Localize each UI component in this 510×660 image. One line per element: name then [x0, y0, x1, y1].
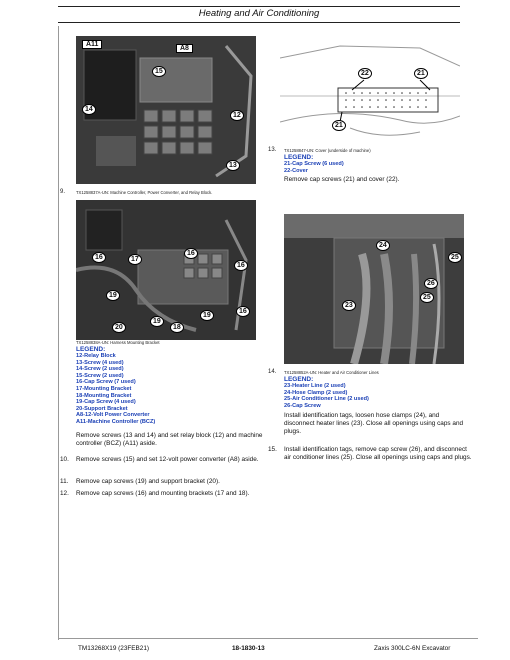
callout-24: 24: [376, 240, 390, 251]
legend-item: 17-Mounting Bracket: [76, 385, 132, 392]
callout-21-top: 21: [414, 68, 428, 79]
step-number-13: 13.: [268, 147, 277, 153]
legend-item: 14-Screw (2 used): [76, 366, 124, 373]
callout-26: 26: [424, 278, 438, 289]
harness-caption: TX1258838A-UN: Harness Mounting Bracket: [76, 340, 160, 345]
header-rule-top: [58, 6, 460, 7]
callout-19: 19: [150, 316, 164, 327]
legend-item: A8-12-Volt Power Converter: [76, 412, 150, 419]
footer-page-number: 18-1830-13: [232, 645, 265, 652]
step-number: 10.: [60, 456, 69, 463]
legend-item: 16-Cap Screw (7 used): [76, 379, 136, 386]
legend-item: 13-Screw (4 used): [76, 359, 124, 366]
legend-item: 21-Cap Screw (6 used): [284, 161, 344, 167]
step-number-9: 9.: [60, 189, 66, 195]
step-number-14: 14.: [268, 369, 277, 375]
footer-rule: [58, 638, 478, 639]
header-rule-bottom: [58, 22, 460, 23]
footer-model: Zaxis 300LC-6N Excavator: [374, 645, 451, 652]
callout-18: 18: [170, 322, 184, 333]
fig14-caption: TX1258852A-UN: Heater and Air Conditioner Lines: [284, 370, 379, 375]
fig13-instruction: Remove cap screws (21) and cover (22).: [284, 176, 400, 183]
fig14-legend: [284, 376, 369, 409]
callout-17: 17: [128, 254, 142, 265]
callout-25: 25: [448, 252, 462, 263]
legend-item: 23-Heater Line (2 used): [284, 383, 346, 389]
step-text: Remove cap screws (16) and mounting brackets (17 and 18).: [76, 490, 250, 497]
step-number: 15.: [268, 446, 277, 453]
callout-25: 25: [420, 292, 434, 303]
cover-underside-illustration: [280, 36, 460, 142]
legend-title: LEGEND:: [76, 346, 106, 353]
cover-underside-drawing: [280, 36, 460, 142]
callout-16: 16: [92, 252, 106, 263]
fig13-legend: [284, 154, 344, 174]
callout-16: 16: [236, 306, 250, 317]
callout-16: 16: [234, 260, 248, 271]
callout-19: 19: [106, 290, 120, 301]
callout-15: 15: [152, 66, 166, 77]
callout-13: 13: [226, 160, 240, 171]
callout-19: 19: [200, 310, 214, 321]
fig14-instruction: Install identification tags, loosen hose clamps (24), and disconnect heater lines (23). Close all openings using caps and plugs.: [284, 412, 464, 435]
step-text: Remove cap screws (19) and support bracket (20).: [76, 478, 220, 485]
callout-23: 23: [342, 300, 356, 311]
legend-item: 25-Air Conditioner Line (2 used): [284, 396, 369, 403]
legend-item: 20-Support Bracket: [76, 405, 128, 412]
heater-lines-illustration: [284, 214, 464, 364]
callout-a8: A8: [176, 44, 193, 53]
legend-item: 22-Cover: [284, 167, 308, 174]
machine-controller-photo: [76, 36, 256, 184]
legend-item: 12-Relay Block: [76, 353, 116, 359]
callout-21-bottom: 21: [332, 120, 346, 131]
legend-item: 15-Screw (2 used): [76, 372, 124, 379]
page-title: Heating and Air Conditioning: [198, 8, 320, 19]
step-text: Install identification tags, remove cap screw (26), and disconnect air conditioner lines (25). Close all openings using caps and plugs.: [284, 446, 472, 461]
legend-item: 26-Cap Screw: [284, 402, 321, 409]
harness-instruction: Remove screws (13 and 14) and set relay block (12) and machine controller (BCZ) (A11) aside.: [76, 432, 263, 447]
fig9-caption: TX1258837A-UN: Machine Controller, Power Converter, and Relay Block.: [76, 190, 213, 195]
callout-22: 22: [358, 68, 372, 79]
legend-title: LEGEND:: [284, 154, 314, 161]
fig13-caption: TX1258847-UN: Cover (underside of machine): [284, 148, 371, 153]
step-text: Remove screws (15) and set 12-volt power converter (A8) aside.: [76, 456, 259, 463]
heater-lines-photo: [284, 214, 464, 364]
legend-title: LEGEND:: [284, 376, 314, 383]
harness-bracket-illustration: [76, 200, 256, 340]
legend-item: 18-Mounting Bracket: [76, 392, 132, 399]
harness-legend: [76, 346, 155, 426]
callout-16: 16: [184, 248, 198, 259]
step-number: 11.: [60, 478, 69, 485]
callout-20: 20: [112, 322, 126, 333]
callout-a11: A11: [82, 40, 102, 49]
callout-14: 14: [82, 104, 96, 115]
legend-item: A11-Machine Controller (BCZ): [76, 418, 156, 425]
footer-doc-id: TM13268X19 (23FEB21): [78, 645, 150, 652]
step-number: 12.: [60, 490, 69, 497]
callout-12: 12: [230, 110, 244, 121]
harness-bracket-photo: [76, 200, 256, 340]
legend-item: 19-Cap Screw (4 used): [76, 399, 136, 406]
legend-item: 24-Hose Clamp (2 used): [284, 389, 348, 396]
